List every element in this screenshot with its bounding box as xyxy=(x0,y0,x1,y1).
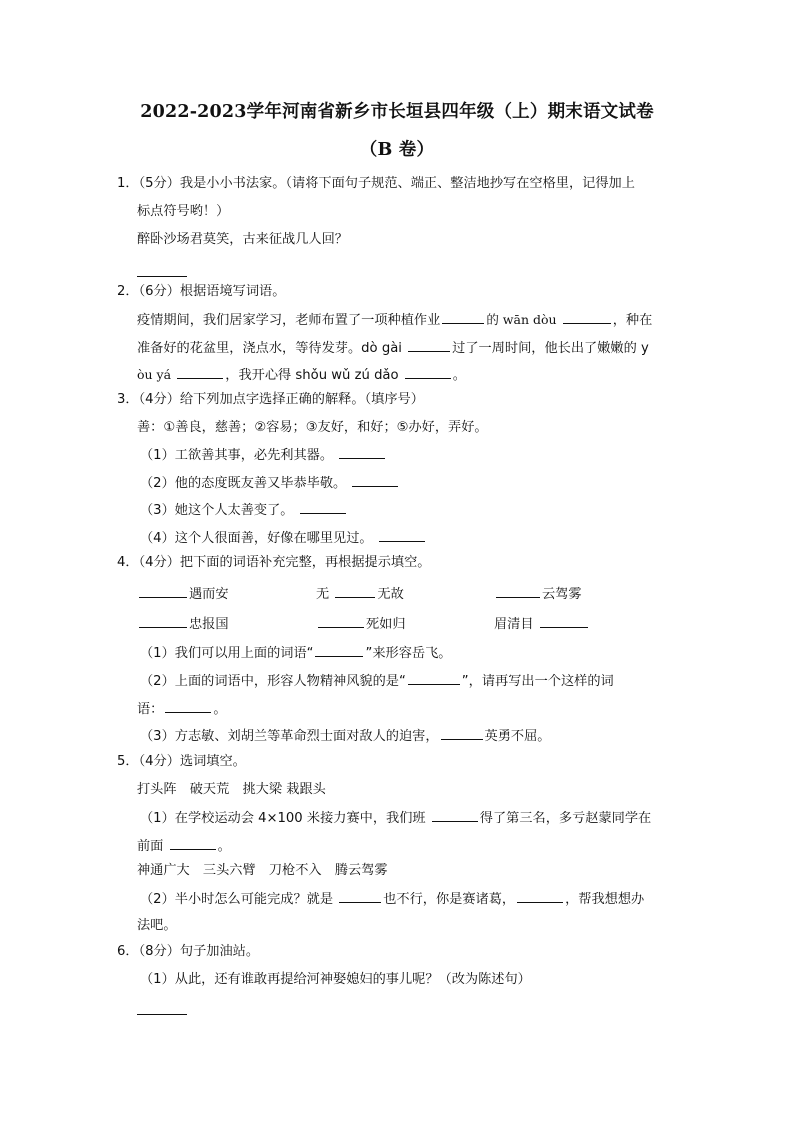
q3-blank-2[interactable] xyxy=(352,474,398,487)
q1-answer-blank[interactable] xyxy=(137,266,187,282)
q2-line3 xyxy=(137,339,649,357)
q4-sub-1-text-b: ”来形容岳飞。 xyxy=(365,646,452,661)
q6-sub-1: （1）从此，还有谁敢再提给河神娶媳妇的事儿呢？（改为陈述句） xyxy=(140,972,531,987)
q2-blank-1[interactable] xyxy=(442,311,484,324)
q5-sub-1-text-c: 前面 xyxy=(137,839,164,854)
q5-blank-2[interactable] xyxy=(170,837,216,850)
q5-sub-2 xyxy=(140,890,644,908)
q4-blank-6[interactable] xyxy=(540,615,588,628)
q5-sub-2-cont: 法吧。 xyxy=(137,918,177,933)
q5-sub-2-text-b: 也不行，你是赛诸葛， xyxy=(383,892,516,907)
q1-line3: 醉卧沙场君莫笑，古来征战几人回？ xyxy=(137,232,348,247)
q4-sub-3-text-a: （3）方志敏、刘胡兰等革命烈士面对敌人的迫害， xyxy=(140,729,439,744)
q4-sub-2 xyxy=(140,672,614,690)
q3-sub-4-text: （4）这个人很面善，好像在哪里见过。 xyxy=(140,531,373,546)
q6-answer-blank[interactable] xyxy=(137,1004,187,1020)
q5-sub-1 xyxy=(140,809,651,827)
q4-blank-1[interactable] xyxy=(139,585,187,598)
q3-line2: 善：①善良，慈善；②容易；③友好，和好；⑤办好，弄好。 xyxy=(137,420,488,435)
q4-sub-2-cont xyxy=(137,700,227,718)
q4-word-2 xyxy=(316,585,404,603)
q3-sub-2 xyxy=(140,474,400,492)
q4-sub-1 xyxy=(140,644,451,662)
q2-line2 xyxy=(137,311,652,329)
q3-sub-3 xyxy=(140,501,348,519)
q1-line2: 标点符号哟！） xyxy=(137,204,230,219)
q5-sub-2-text-c: ，帮我想想办 xyxy=(565,892,645,907)
q4-sub-2-text-c: 语： xyxy=(137,702,164,717)
q3-sub-2-text: （2）他的态度既友善又毕恭毕敬。 xyxy=(140,476,347,491)
q3-line1: 3．（4分）给下列加点字选择正确的解释。（填序号） xyxy=(117,392,424,407)
page-subtitle: （B 卷） xyxy=(359,140,435,160)
q4-word-4 xyxy=(137,615,229,633)
q4-blank-9[interactable] xyxy=(165,700,211,713)
q2-text-d: 准备好的花盆里，浇点水，等待发芽。dò gài xyxy=(137,341,402,356)
q5-words-1: 打头阵 破天荒 挑大梁 栽跟头 xyxy=(137,782,326,797)
q2-text-f: ，我开心得 shǒu wǔ zú dǎo xyxy=(225,368,399,383)
q2-line4 xyxy=(137,366,466,384)
q4-word-1-text: 遇而安 xyxy=(189,587,229,602)
q3-sub-1 xyxy=(140,446,387,464)
q4-word-2-prefix: 无 xyxy=(316,587,330,602)
q2-text-g: 。 xyxy=(452,368,466,383)
q3-blank-4[interactable] xyxy=(379,529,425,542)
q4-sub-2-text-d: 。 xyxy=(213,702,227,717)
q5-sub-1-text-b: 得了第三名，多亏赵蒙同学在 xyxy=(479,811,652,826)
q2-pinyin-1: 的 wān dòu xyxy=(486,312,557,327)
q2-blank-3[interactable] xyxy=(408,339,450,352)
q2-line1: 2．（6分）根据语境写词语。 xyxy=(117,284,286,299)
q4-blank-3[interactable] xyxy=(496,585,540,598)
q4-word-2-text: 无故 xyxy=(377,587,404,602)
q4-blank-7[interactable] xyxy=(315,644,363,657)
q4-word-6 xyxy=(494,615,590,633)
q4-word-5 xyxy=(316,615,406,633)
q5-words-2: 神通广大 三头六臂 刀枪不入 腾云驾雾 xyxy=(137,863,388,878)
q5-blank-3[interactable] xyxy=(339,890,381,903)
q3-blank-1[interactable] xyxy=(339,446,385,459)
q4-word-4-text: 忠报国 xyxy=(189,617,229,632)
q3-sub-4 xyxy=(140,529,427,547)
q5-line1: 5．（4分）选词填空。 xyxy=(117,754,246,769)
q4-blank-4[interactable] xyxy=(139,615,187,628)
q2-blank-5[interactable] xyxy=(405,366,451,379)
q5-sub-1-cont xyxy=(137,837,231,855)
q4-word-1 xyxy=(137,585,229,603)
q4-blank-10[interactable] xyxy=(441,727,483,740)
q1-line1: 1．（5分）我是小小书法家。（请将下面句子规范、端正、整洁地抄写在空格里，记得加上 xyxy=(117,176,635,191)
q4-sub-3-text-b: 英勇不屈。 xyxy=(484,729,551,744)
q4-word-3-text: 云驾雾 xyxy=(542,587,582,602)
q2-pinyin-2: òu yá xyxy=(137,367,172,382)
q5-sub-1-text-a: （1）在学校运动会 4×100 米接力赛中，我们班 xyxy=(140,811,426,826)
q2-text-a: 疫情期间，我们居家学习，老师布置了一项种植作业 xyxy=(137,313,441,328)
q3-blank-3[interactable] xyxy=(300,501,346,514)
q5-blank-4[interactable] xyxy=(517,890,563,903)
q3-sub-1-text: （1）工欲善其事，必先利其器。 xyxy=(140,448,334,463)
q5-sub-1-text-d: 。 xyxy=(217,839,231,854)
q4-blank-2[interactable] xyxy=(335,585,375,598)
q4-word-6-text: 眉清目 xyxy=(494,617,534,632)
q4-word-5-text: 死如归 xyxy=(366,617,406,632)
q4-sub-2-text-b: ”，请再写出一个这样的词 xyxy=(461,674,614,689)
q2-text-e: 过了一周时间，他长出了嫩嫩的 y xyxy=(452,341,649,356)
q4-sub-1-text-a: （1）我们可以用上面的词语“ xyxy=(140,646,314,661)
q6-line1: 6．（8分）句子加油站。 xyxy=(117,944,260,959)
q4-blank-5[interactable] xyxy=(318,615,364,628)
q4-line1: 4．（4分）把下面的词语补充完整，再根据提示填空。 xyxy=(117,555,431,570)
q5-sub-2-text-a: （2）半小时怎么可能完成？就是 xyxy=(140,892,334,907)
q2-text-c: ，种在 xyxy=(612,313,653,328)
q4-sub-3 xyxy=(140,727,550,745)
q2-blank-2[interactable] xyxy=(563,311,611,324)
q3-sub-3-text: （3）她这个人太善变了。 xyxy=(140,503,294,518)
q5-blank-1[interactable] xyxy=(432,809,478,822)
q4-blank-8[interactable] xyxy=(408,672,460,685)
page-title: 2022-2023学年河南省新乡市长垣县四年级（上）期末语文试卷 xyxy=(140,102,654,122)
q2-blank-4[interactable] xyxy=(177,366,223,379)
q4-word-3 xyxy=(494,585,582,603)
q4-sub-2-text-a: （2）上面的词语中，形容人物精神风貌的是“ xyxy=(140,674,406,689)
